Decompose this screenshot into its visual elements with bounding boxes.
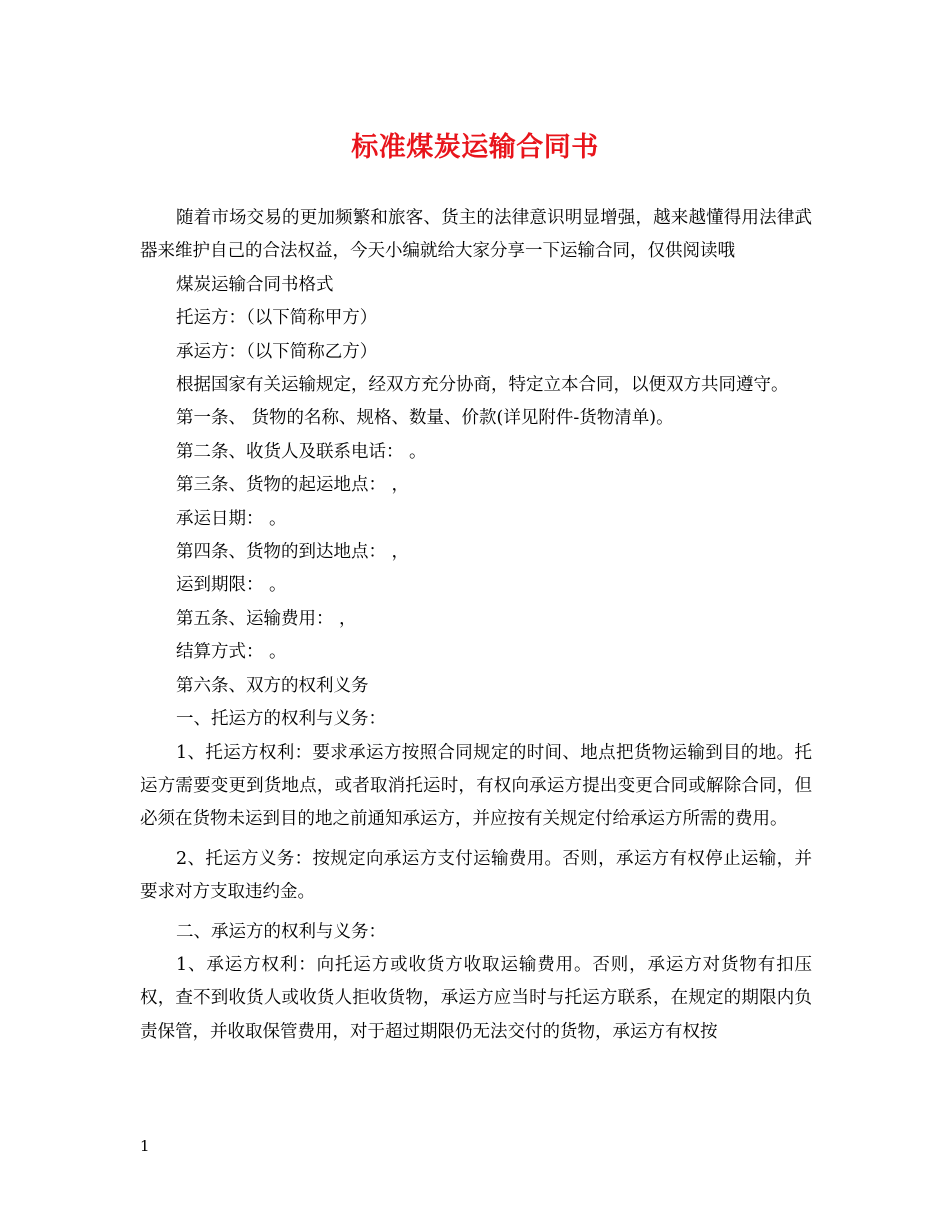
document-body	[140, 202, 812, 1049]
paragraph-shipper: 托运方：（以下简称甲方）	[176, 308, 378, 329]
paragraph-article-3: 第三条、货物的起运地点： ，	[176, 475, 410, 496]
paragraph-format-heading: 煤炭运输合同书格式	[176, 274, 334, 295]
document-title: 标准煤炭运输合同书	[351, 132, 599, 163]
paragraph-article-1: 第一条、 货物的名称、规格、数量、价款(详见附件-货物清单)。	[176, 408, 674, 429]
paragraph-carrier: 承运方：（以下简称乙方）	[176, 341, 378, 362]
paragraph-article-5: 第五条、运输费用： ，	[176, 608, 357, 629]
paragraph-carrier-rights: 1、承运方权利：向托运方或收货方收取运输费用。否则，承运方对货物有扣压权，查不到收货人或收货人拒收货物，承运方应当时与托运方联系，在规定的期限内负责保管，并收取保管费用，对于超过期限仍无法交付的货物，承运方有权按	[140, 954, 812, 1042]
paragraph-article-4: 第四条、货物的到达地点： ，	[176, 542, 410, 563]
page-number: 1	[140, 1137, 150, 1155]
paragraph-preamble: 根据国家有关运输规定，经双方充分协商，特定立本合同，以便双方共同遵守。	[176, 375, 789, 396]
paragraph-shipper-duties: 2、托运方义务：按规定向承运方支付运输费用。否则，承运方有权停止运输，并要求对方支取违约金。	[140, 848, 812, 903]
paragraph-carrier-rights-heading: 二、承运方的权利与义务：	[176, 921, 386, 942]
paragraph-delivery-period: 运到期限： 。	[176, 575, 287, 596]
paragraph-settlement: 结算方式： 。	[176, 642, 287, 663]
paragraph-article-2: 第二条、收货人及联系电话： 。	[176, 441, 427, 462]
paragraph-shipping-date: 承运日期： 。	[176, 508, 287, 529]
paragraph-intro: 随着市场交易的更加频繁和旅客、货主的法律意识明显增强，越来越懂得用法律武器来维护自己的合法权益，今天小编就给大家分享一下运输合同，仅供阅读哦	[140, 208, 812, 262]
paragraph-shipper-rights: 1、托运方权利：要求承运方按照合同规定的时间、地点把货物运输到目的地。托运方需要变更到货地点，或者取消托运时，有权向承运方提出变更合同或解除合同，但必须在货物未运到目的地之前通知承运方，并应按有关规定付给承运方所需的费用。	[140, 742, 812, 830]
paragraph-article-6: 第六条、双方的权利义务	[176, 675, 369, 696]
paragraph-shipper-rights-heading: 一、托运方的权利与义务：	[176, 709, 386, 730]
